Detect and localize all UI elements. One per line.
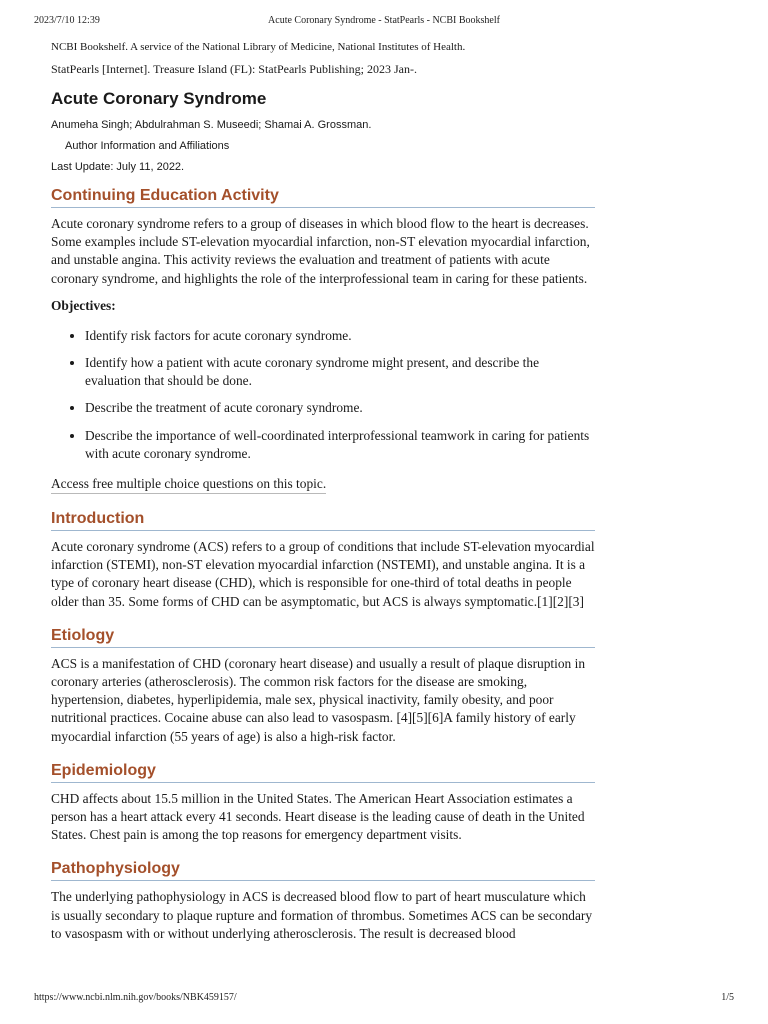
print-datetime: 2023/7/10 12:39: [34, 15, 100, 26]
section-heading-epidemiology: Epidemiology: [51, 761, 595, 783]
ncbi-notice: NCBI Bookshelf. A service of the National Library of Medicine, National Institutes of Health.: [51, 41, 466, 53]
print-header: [34, 15, 734, 31]
author-affiliations-link[interactable]: Author Information and Affiliations: [65, 140, 230, 152]
section-heading-pathophysiology: Pathophysiology: [51, 859, 595, 881]
pathophysiology-paragraph: The underlying pathophysiology in ACS is decreased blood flow to part of heart musculature which is usually secondary to plaque rupture and formation of thrombus. Sometimes ACS can be secondary to vasospasm with or without underlying atherosclerosis. The result is decreased blood: [51, 889, 593, 941]
introduction-paragraph: Acute coronary syndrome (ACS) refers to a group of conditions that include ST-elevation myocardial infarction (STEMI), non-ST elevation myocardial infarction (NSTEMI), and unstable angina. It is a type of coronary heart disease (CHD), which is responsible for one-third of total deaths in people older than 35. Some forms of CHD can be asymptomatic, but ACS is always symptomatic.[1][2][3]: [51, 539, 595, 609]
last-update: Last Update: July 11, 2022.: [51, 161, 185, 173]
objective-item: • Identify risk factors for acute coronary syndrome.: [85, 327, 595, 345]
objective-item: • Identify how a patient with acute coronary syndrome might present, and describe the evaluation that should be done.: [85, 354, 595, 390]
objectives-list: [51, 327, 595, 463]
section-heading-continuing-education: Continuing Education Activity: [51, 186, 595, 208]
objectives-label: Objectives:: [51, 297, 116, 313]
page-url: https://www.ncbi.nlm.nih.gov/books/NBK459157/: [34, 992, 237, 1003]
etiology-paragraph: ACS is a manifestation of CHD (coronary heart disease) and usually a result of plaque disruption in coronary arteries (atherosclerosis). The common risk factors for the disease are smoking, hypertension, diabetes, hyperlipidemia, male sex, physical inactivity, family obesity, and poor nutritional practices. Cocaine abuse can also lead to vasospasm. [4][5][6]A family history of early myocardial infarction (55 years of age) is also a high-risk factor.: [51, 655, 586, 744]
print-document-title: Acute Coronary Syndrome - StatPearls - NCBI Bookshelf: [268, 15, 500, 26]
citation-line: StatPearls [Internet]. Treasure Island (FL): StatPearls Publishing; 2023 Jan-.: [51, 62, 417, 76]
objective-item: • Describe the importance of well-coordinated interprofessional teamwork in caring for patients with acute coronary syndrome.: [85, 427, 595, 463]
epidemiology-paragraph: CHD affects about 15.5 million in the United States. The American Heart Association estimates a person has a heart attack every 41 seconds. Heart disease is the leading cause of death in the United States. Chest pain is among the top reasons for emergency department visits.: [51, 790, 585, 843]
objective-item: • Describe the treatment of acute coronary syndrome.: [85, 399, 595, 417]
mcq-access-link[interactable]: Access free multiple choice questions on this topic.: [51, 475, 326, 494]
article-content: [51, 38, 595, 943]
section-heading-introduction: Introduction: [51, 509, 595, 531]
continuing-education-paragraph: Acute coronary syndrome refers to a group of diseases in which blood flow to the heart is decreases. Some examples include ST-elevation myocardial infarction, non-ST elevation myocardial infarction, and unstable angina. This activity reviews the evaluation and treatment of patients with acute coronary syndrome, and highlights the role of the interprofessional team in caring for these patients.: [51, 216, 590, 286]
author-list: Anumeha Singh; Abdulrahman S. Museedi; Shamai A. Grossman.: [51, 119, 372, 131]
article-title: Acute Coronary Syndrome: [51, 89, 267, 108]
section-heading-etiology: Etiology: [51, 626, 595, 648]
print-footer: [34, 992, 734, 1008]
page-number: 1/5: [721, 992, 734, 1003]
